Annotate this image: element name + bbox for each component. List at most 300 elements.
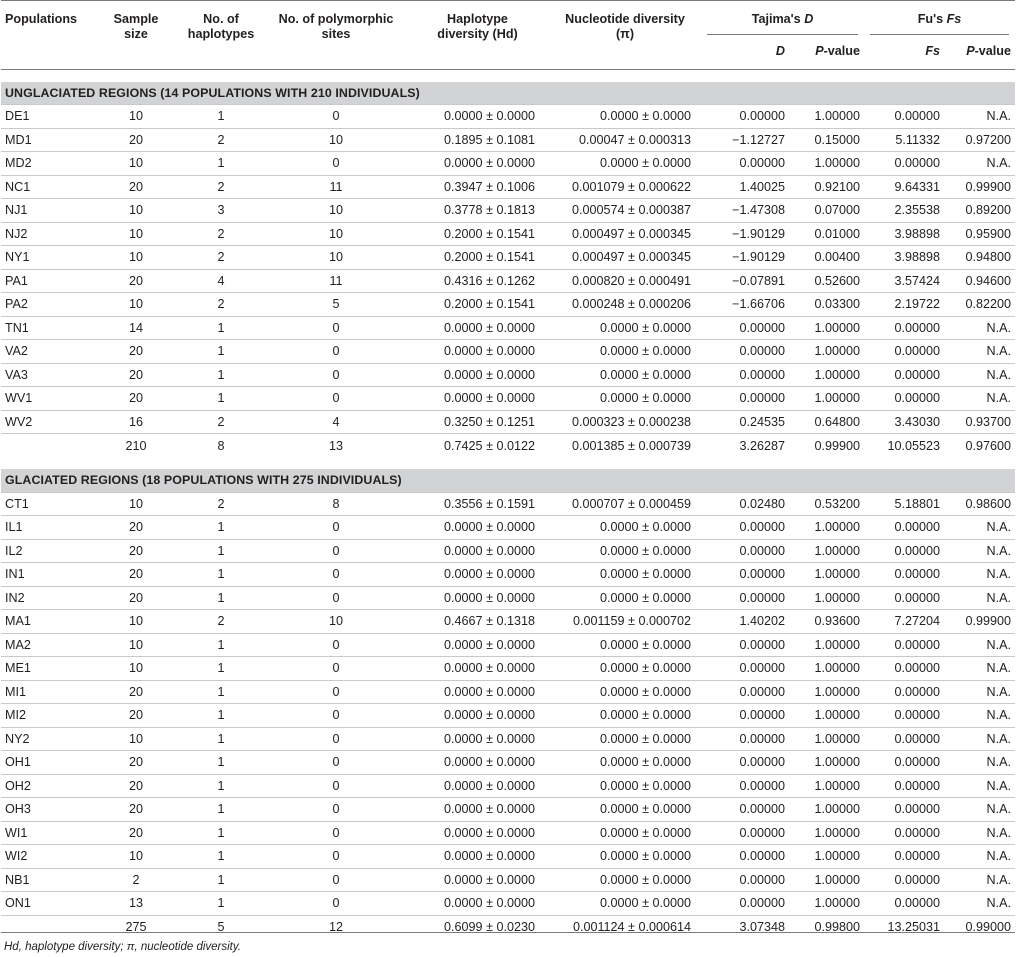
cell-sample-size: 10 (96, 633, 176, 657)
cell-sample-size: 10 (96, 845, 176, 869)
cell-sample-size: 10 (96, 152, 176, 176)
header-fus-fs: Fu's Fs (864, 1, 1015, 35)
cell-haplotype-diversity: 0.0000 ± 0.0000 (406, 363, 549, 387)
cell-polymorphic-sites: 0 (266, 563, 406, 587)
cell-population (1, 434, 96, 458)
cell-sample-size: 20 (96, 516, 176, 540)
cell-haplotype-diversity: 0.0000 ± 0.0000 (406, 316, 549, 340)
cell-sample-size: 20 (96, 175, 176, 199)
cell-tajima-d: −1.90129 (701, 246, 789, 270)
cell-population: DE1 (1, 105, 96, 129)
cell-sample-size: 20 (96, 363, 176, 387)
cell-fu-fs: 0.00000 (864, 845, 944, 869)
cell-tajima-p-value: 1.00000 (789, 563, 864, 587)
cell-haplotype-diversity: 0.0000 ± 0.0000 (406, 868, 549, 892)
table-row (1, 563, 1015, 587)
cell-fu-fs: 0.00000 (864, 727, 944, 751)
cell-fu-fs: 2.35538 (864, 199, 944, 223)
cell-haplotype-diversity: 0.2000 ± 0.1541 (406, 246, 549, 270)
cell-population: PA1 (1, 269, 96, 293)
table-row (1, 704, 1015, 728)
cell-haplotype-diversity: 0.3556 ± 0.1591 (406, 492, 549, 516)
cell-haplotypes: 1 (176, 727, 266, 751)
cell-tajima-d: −1.90129 (701, 222, 789, 246)
cell-haplotype-diversity: 0.0000 ± 0.0000 (406, 821, 549, 845)
cell-polymorphic-sites: 0 (266, 680, 406, 704)
table-row (1, 516, 1015, 540)
cell-tajima-d: 0.00000 (701, 680, 789, 704)
cell-tajima-p-value: 1.00000 (789, 586, 864, 610)
cell-haplotypes: 1 (176, 868, 266, 892)
cell-fu-p-value: 0.99000 (944, 915, 1015, 939)
table-row (1, 410, 1015, 434)
table-row (1, 586, 1015, 610)
cell-sample-size: 10 (96, 199, 176, 223)
section-spacer (1, 70, 1015, 82)
cell-fu-fs: 0.00000 (864, 105, 944, 129)
cell-sample-size: 13 (96, 892, 176, 916)
cell-sample-size: 210 (96, 434, 176, 458)
cell-tajima-d: 1.40202 (701, 610, 789, 634)
cell-polymorphic-sites: 0 (266, 845, 406, 869)
cell-fu-p-value: N.A. (944, 563, 1015, 587)
cell-fu-p-value: N.A. (944, 751, 1015, 775)
cell-haplotypes: 1 (176, 152, 266, 176)
cell-fu-fs: 13.25031 (864, 915, 944, 939)
cell-fu-fs: 0.00000 (864, 539, 944, 563)
cell-polymorphic-sites: 10 (266, 128, 406, 152)
cell-nucleotide-diversity: 0.0000 ± 0.0000 (549, 774, 701, 798)
cell-fu-p-value: 0.89200 (944, 199, 1015, 223)
cell-haplotypes: 2 (176, 610, 266, 634)
cell-population: IN1 (1, 563, 96, 587)
cell-fu-p-value: 0.97600 (944, 434, 1015, 458)
cell-fu-fs: 0.00000 (864, 516, 944, 540)
cell-tajima-p-value: 1.00000 (789, 751, 864, 775)
cell-nucleotide-diversity: 0.000707 ± 0.000459 (549, 492, 701, 516)
cell-fu-p-value: N.A. (944, 633, 1015, 657)
cell-sample-size: 20 (96, 269, 176, 293)
cell-fu-p-value: N.A. (944, 845, 1015, 869)
cell-tajima-p-value: 1.00000 (789, 774, 864, 798)
cell-population: MA2 (1, 633, 96, 657)
cell-nucleotide-diversity: 0.0000 ± 0.0000 (549, 657, 701, 681)
cell-fu-p-value: 0.99900 (944, 175, 1015, 199)
cell-haplotypes: 3 (176, 199, 266, 223)
cell-tajima-d: 0.00000 (701, 727, 789, 751)
cell-nucleotide-diversity: 0.000497 ± 0.000345 (549, 222, 701, 246)
section-title: UNGLACIATED REGIONS (14 POPULATIONS WITH 210 INDIVIDUALS) (1, 82, 1015, 105)
cell-population: WV2 (1, 410, 96, 434)
cell-tajima-d: 0.00000 (701, 868, 789, 892)
cell-tajima-p-value: 0.99900 (789, 434, 864, 458)
table-row (1, 610, 1015, 634)
cell-population: OH3 (1, 798, 96, 822)
cell-sample-size: 20 (96, 128, 176, 152)
table-row (1, 293, 1015, 317)
cell-tajima-d: 0.00000 (701, 892, 789, 916)
table-row (1, 727, 1015, 751)
table-row (1, 316, 1015, 340)
cell-nucleotide-diversity: 0.0000 ± 0.0000 (549, 316, 701, 340)
cell-population (1, 915, 96, 939)
table-row (1, 868, 1015, 892)
cell-polymorphic-sites: 0 (266, 704, 406, 728)
cell-nucleotide-diversity: 0.001124 ± 0.000614 (549, 915, 701, 939)
cell-nucleotide-diversity: 0.0000 ± 0.0000 (549, 387, 701, 411)
cell-haplotypes: 8 (176, 434, 266, 458)
cell-sample-size: 20 (96, 586, 176, 610)
cell-haplotypes: 1 (176, 516, 266, 540)
cell-nucleotide-diversity: 0.0000 ± 0.0000 (549, 539, 701, 563)
cell-tajima-d: 0.24535 (701, 410, 789, 434)
cell-population: MA1 (1, 610, 96, 634)
cell-tajima-d: −0.07891 (701, 269, 789, 293)
cell-sample-size: 10 (96, 657, 176, 681)
cell-sample-size: 10 (96, 492, 176, 516)
cell-haplotypes: 1 (176, 316, 266, 340)
cell-nucleotide-diversity: 0.0000 ± 0.0000 (549, 845, 701, 869)
cell-tajima-d: 0.00000 (701, 657, 789, 681)
cell-tajima-d: 0.00000 (701, 751, 789, 775)
cell-tajima-d: 0.00000 (701, 821, 789, 845)
cell-haplotype-diversity: 0.2000 ± 0.1541 (406, 293, 549, 317)
cell-tajima-d: 0.00000 (701, 774, 789, 798)
cell-fu-p-value: 0.94600 (944, 269, 1015, 293)
cell-tajima-p-value: 1.00000 (789, 868, 864, 892)
cell-nucleotide-diversity: 0.001079 ± 0.000622 (549, 175, 701, 199)
cell-population: NJ1 (1, 199, 96, 223)
cell-sample-size: 10 (96, 222, 176, 246)
header-populations: Populations (5, 12, 78, 26)
cell-population: CT1 (1, 492, 96, 516)
cell-fu-p-value: 0.98600 (944, 492, 1015, 516)
cell-tajima-p-value: 1.00000 (789, 680, 864, 704)
cell-fu-fs: 0.00000 (864, 892, 944, 916)
cell-fu-fs: 0.00000 (864, 340, 944, 364)
diversity-table (1, 0, 1015, 939)
cell-fu-p-value: N.A. (944, 316, 1015, 340)
cell-tajima-p-value: 1.00000 (789, 892, 864, 916)
table-footnote: Hd, haplotype diversity; π, nucleotide diversity. (4, 941, 241, 953)
cell-polymorphic-sites: 0 (266, 539, 406, 563)
cell-tajima-p-value: 0.52600 (789, 269, 864, 293)
cell-fu-p-value: N.A. (944, 727, 1015, 751)
header-sample-size: Sample size (113, 12, 159, 41)
cell-tajima-p-value: 1.00000 (789, 821, 864, 845)
cell-haplotypes: 1 (176, 704, 266, 728)
table-header (1, 1, 1015, 70)
cell-tajima-p-value: 0.07000 (789, 199, 864, 223)
cell-tajima-d: 0.00000 (701, 798, 789, 822)
cell-fu-fs: 0.00000 (864, 387, 944, 411)
cell-nucleotide-diversity: 0.0000 ± 0.0000 (549, 892, 701, 916)
cell-tajima-p-value: 1.00000 (789, 845, 864, 869)
cell-polymorphic-sites: 11 (266, 175, 406, 199)
cell-nucleotide-diversity: 0.0000 ± 0.0000 (549, 516, 701, 540)
header-fu-fs: Fs (925, 44, 941, 59)
cell-sample-size: 20 (96, 821, 176, 845)
cell-nucleotide-diversity: 0.000248 ± 0.000206 (549, 293, 701, 317)
cell-fu-p-value: N.A. (944, 516, 1015, 540)
cell-polymorphic-sites: 8 (266, 492, 406, 516)
cell-fu-p-value: N.A. (944, 340, 1015, 364)
cell-fu-p-value: 0.99900 (944, 610, 1015, 634)
cell-sample-size: 275 (96, 915, 176, 939)
table-row (1, 539, 1015, 563)
cell-polymorphic-sites: 4 (266, 410, 406, 434)
cell-tajima-p-value: 1.00000 (789, 152, 864, 176)
cell-haplotype-diversity: 0.0000 ± 0.0000 (406, 680, 549, 704)
table-row (1, 199, 1015, 223)
cell-haplotypes: 2 (176, 175, 266, 199)
cell-sample-size: 14 (96, 316, 176, 340)
cell-fu-p-value: N.A. (944, 387, 1015, 411)
cell-nucleotide-diversity: 0.0000 ± 0.0000 (549, 633, 701, 657)
cell-haplotypes: 1 (176, 105, 266, 129)
table-row (1, 269, 1015, 293)
cell-population: WV1 (1, 387, 96, 411)
cell-sample-size: 10 (96, 105, 176, 129)
cell-haplotypes: 2 (176, 128, 266, 152)
cell-fu-fs: 0.00000 (864, 152, 944, 176)
cell-population: VA2 (1, 340, 96, 364)
cell-polymorphic-sites: 10 (266, 246, 406, 270)
cell-haplotype-diversity: 0.0000 ± 0.0000 (406, 152, 549, 176)
cell-tajima-d: 1.40025 (701, 175, 789, 199)
cell-population: WI1 (1, 821, 96, 845)
cell-tajima-d: 0.00000 (701, 387, 789, 411)
cell-polymorphic-sites: 0 (266, 774, 406, 798)
cell-haplotypes: 1 (176, 680, 266, 704)
cell-fu-fs: 2.19722 (864, 293, 944, 317)
cell-population: NY1 (1, 246, 96, 270)
table-row (1, 798, 1015, 822)
cell-nucleotide-diversity: 0.0000 ± 0.0000 (549, 340, 701, 364)
cell-population: NB1 (1, 868, 96, 892)
cell-fu-p-value: N.A. (944, 539, 1015, 563)
cell-fu-fs: 0.00000 (864, 704, 944, 728)
cell-tajima-d: 0.00000 (701, 152, 789, 176)
cell-fu-fs: 0.00000 (864, 586, 944, 610)
cell-fu-fs: 0.00000 (864, 563, 944, 587)
cell-haplotypes: 2 (176, 222, 266, 246)
cell-haplotype-diversity: 0.0000 ± 0.0000 (406, 633, 549, 657)
table-row (1, 128, 1015, 152)
cell-haplotypes: 1 (176, 798, 266, 822)
table-row (1, 845, 1015, 869)
cell-polymorphic-sites: 0 (266, 316, 406, 340)
cell-haplotypes: 1 (176, 539, 266, 563)
cell-polymorphic-sites: 10 (266, 199, 406, 223)
cell-nucleotide-diversity: 0.000497 ± 0.000345 (549, 246, 701, 270)
cell-haplotypes: 1 (176, 892, 266, 916)
cell-polymorphic-sites: 0 (266, 363, 406, 387)
cell-population: WI2 (1, 845, 96, 869)
table-row (1, 492, 1015, 516)
cell-tajima-p-value: 1.00000 (789, 704, 864, 728)
table-row (1, 152, 1015, 176)
cell-fu-fs: 0.00000 (864, 633, 944, 657)
cell-fu-p-value: N.A. (944, 774, 1015, 798)
cell-polymorphic-sites: 0 (266, 868, 406, 892)
cell-fu-fs: 7.27204 (864, 610, 944, 634)
cell-haplotype-diversity: 0.7425 ± 0.0122 (406, 434, 549, 458)
table-row (1, 246, 1015, 270)
cell-polymorphic-sites: 0 (266, 657, 406, 681)
header-fu-p-value: P-value (966, 44, 1012, 59)
cell-haplotypes: 2 (176, 246, 266, 270)
cell-tajima-p-value: 1.00000 (789, 387, 864, 411)
cell-tajima-p-value: 0.01000 (789, 222, 864, 246)
cell-polymorphic-sites: 0 (266, 152, 406, 176)
cell-haplotype-diversity: 0.0000 ± 0.0000 (406, 798, 549, 822)
cell-tajima-p-value: 0.93600 (789, 610, 864, 634)
cell-polymorphic-sites: 0 (266, 892, 406, 916)
cell-fu-fs: 5.18801 (864, 492, 944, 516)
cell-polymorphic-sites: 5 (266, 293, 406, 317)
cell-sample-size: 16 (96, 410, 176, 434)
cell-polymorphic-sites: 0 (266, 633, 406, 657)
cell-fu-p-value: N.A. (944, 704, 1015, 728)
cell-sample-size: 10 (96, 293, 176, 317)
cell-fu-p-value: N.A. (944, 868, 1015, 892)
cell-tajima-p-value: 1.00000 (789, 798, 864, 822)
cell-tajima-d: 0.00000 (701, 704, 789, 728)
cell-polymorphic-sites: 0 (266, 105, 406, 129)
cell-haplotype-diversity: 0.0000 ± 0.0000 (406, 845, 549, 869)
cell-population: OH2 (1, 774, 96, 798)
cell-fu-fs: 3.98898 (864, 222, 944, 246)
table-row (1, 387, 1015, 411)
cell-polymorphic-sites: 13 (266, 434, 406, 458)
cell-tajima-p-value: 0.99800 (789, 915, 864, 939)
cell-fu-fs: 0.00000 (864, 657, 944, 681)
table-row (1, 892, 1015, 916)
cell-fu-fs: 0.00000 (864, 798, 944, 822)
section-spacer (1, 457, 1015, 469)
header-tajima-d: D (775, 44, 785, 59)
cell-polymorphic-sites: 0 (266, 798, 406, 822)
cell-population: IL2 (1, 539, 96, 563)
cell-population: NY2 (1, 727, 96, 751)
cell-haplotype-diversity: 0.0000 ± 0.0000 (406, 751, 549, 775)
cell-haplotype-diversity: 0.0000 ± 0.0000 (406, 563, 549, 587)
cell-fu-fs: 0.00000 (864, 680, 944, 704)
table-row-total (1, 434, 1015, 458)
cell-sample-size: 20 (96, 680, 176, 704)
header-polymorphic-sites: No. of polymorphic sites (278, 12, 394, 41)
cell-haplotype-diversity: 0.3778 ± 0.1813 (406, 199, 549, 223)
cell-fu-fs: 0.00000 (864, 821, 944, 845)
cell-tajima-p-value: 1.00000 (789, 516, 864, 540)
cell-fu-p-value: N.A. (944, 152, 1015, 176)
cell-nucleotide-diversity: 0.0000 ± 0.0000 (549, 727, 701, 751)
cell-tajima-p-value: 1.00000 (789, 105, 864, 129)
cell-population: PA2 (1, 293, 96, 317)
cell-sample-size: 10 (96, 246, 176, 270)
cell-tajima-p-value: 0.53200 (789, 492, 864, 516)
section-header-row (1, 469, 1015, 492)
table-row (1, 175, 1015, 199)
cell-population: IL1 (1, 516, 96, 540)
cell-haplotype-diversity: 0.0000 ± 0.0000 (406, 387, 549, 411)
table-row (1, 340, 1015, 364)
cell-haplotypes: 1 (176, 845, 266, 869)
cell-polymorphic-sites: 10 (266, 610, 406, 634)
cell-tajima-d: 0.00000 (701, 586, 789, 610)
cell-haplotype-diversity: 0.2000 ± 0.1541 (406, 222, 549, 246)
cell-fu-p-value: 0.97200 (944, 128, 1015, 152)
cell-fu-p-value: N.A. (944, 798, 1015, 822)
cell-polymorphic-sites: 11 (266, 269, 406, 293)
cell-haplotype-diversity: 0.0000 ± 0.0000 (406, 105, 549, 129)
cell-fu-fs: 5.11332 (864, 128, 944, 152)
cell-population: ME1 (1, 657, 96, 681)
cell-haplotypes: 1 (176, 633, 266, 657)
cell-population: NJ2 (1, 222, 96, 246)
cell-polymorphic-sites: 0 (266, 727, 406, 751)
cell-haplotype-diversity: 0.6099 ± 0.0230 (406, 915, 549, 939)
cell-haplotypes: 2 (176, 293, 266, 317)
cell-haplotype-diversity: 0.0000 ± 0.0000 (406, 657, 549, 681)
cell-fu-p-value: N.A. (944, 363, 1015, 387)
cell-fu-p-value: 0.82200 (944, 293, 1015, 317)
cell-nucleotide-diversity: 0.000820 ± 0.000491 (549, 269, 701, 293)
cell-tajima-p-value: 1.00000 (789, 539, 864, 563)
cell-polymorphic-sites: 0 (266, 586, 406, 610)
table-row-total (1, 915, 1015, 939)
cell-haplotype-diversity: 0.0000 ± 0.0000 (406, 516, 549, 540)
cell-fu-fs: 3.57424 (864, 269, 944, 293)
cell-haplotypes: 4 (176, 269, 266, 293)
cell-tajima-d: 0.00000 (701, 340, 789, 364)
cell-haplotypes: 1 (176, 363, 266, 387)
table-row (1, 633, 1015, 657)
cell-population: MI1 (1, 680, 96, 704)
cell-polymorphic-sites: 0 (266, 340, 406, 364)
cell-fu-fs: 9.64331 (864, 175, 944, 199)
cell-tajima-p-value: 1.00000 (789, 340, 864, 364)
header-tajima-p-value: P-value (815, 44, 861, 59)
cell-haplotype-diversity: 0.4316 ± 0.1262 (406, 269, 549, 293)
cell-sample-size: 10 (96, 610, 176, 634)
cell-haplotype-diversity: 0.0000 ± 0.0000 (406, 727, 549, 751)
table-row (1, 821, 1015, 845)
cell-tajima-p-value: 0.15000 (789, 128, 864, 152)
cell-tajima-d: −1.12727 (701, 128, 789, 152)
cell-population: IN2 (1, 586, 96, 610)
cell-fu-fs: 10.05523 (864, 434, 944, 458)
cell-sample-size: 20 (96, 798, 176, 822)
cell-nucleotide-diversity: 0.0000 ± 0.0000 (549, 680, 701, 704)
cell-nucleotide-diversity: 0.000323 ± 0.000238 (549, 410, 701, 434)
cell-fu-p-value: N.A. (944, 680, 1015, 704)
cell-tajima-d: −1.66706 (701, 293, 789, 317)
cell-tajima-d: −1.47308 (701, 199, 789, 223)
cell-nucleotide-diversity: 0.0000 ± 0.0000 (549, 798, 701, 822)
cell-haplotypes: 2 (176, 410, 266, 434)
cell-nucleotide-diversity: 0.0000 ± 0.0000 (549, 105, 701, 129)
table-row (1, 657, 1015, 681)
table-row (1, 105, 1015, 129)
section-header-row (1, 82, 1015, 105)
cell-polymorphic-sites: 0 (266, 821, 406, 845)
cell-tajima-p-value: 1.00000 (789, 657, 864, 681)
cell-haplotype-diversity: 0.3947 ± 0.1006 (406, 175, 549, 199)
cell-haplotype-diversity: 0.0000 ± 0.0000 (406, 340, 549, 364)
cell-haplotypes: 2 (176, 492, 266, 516)
